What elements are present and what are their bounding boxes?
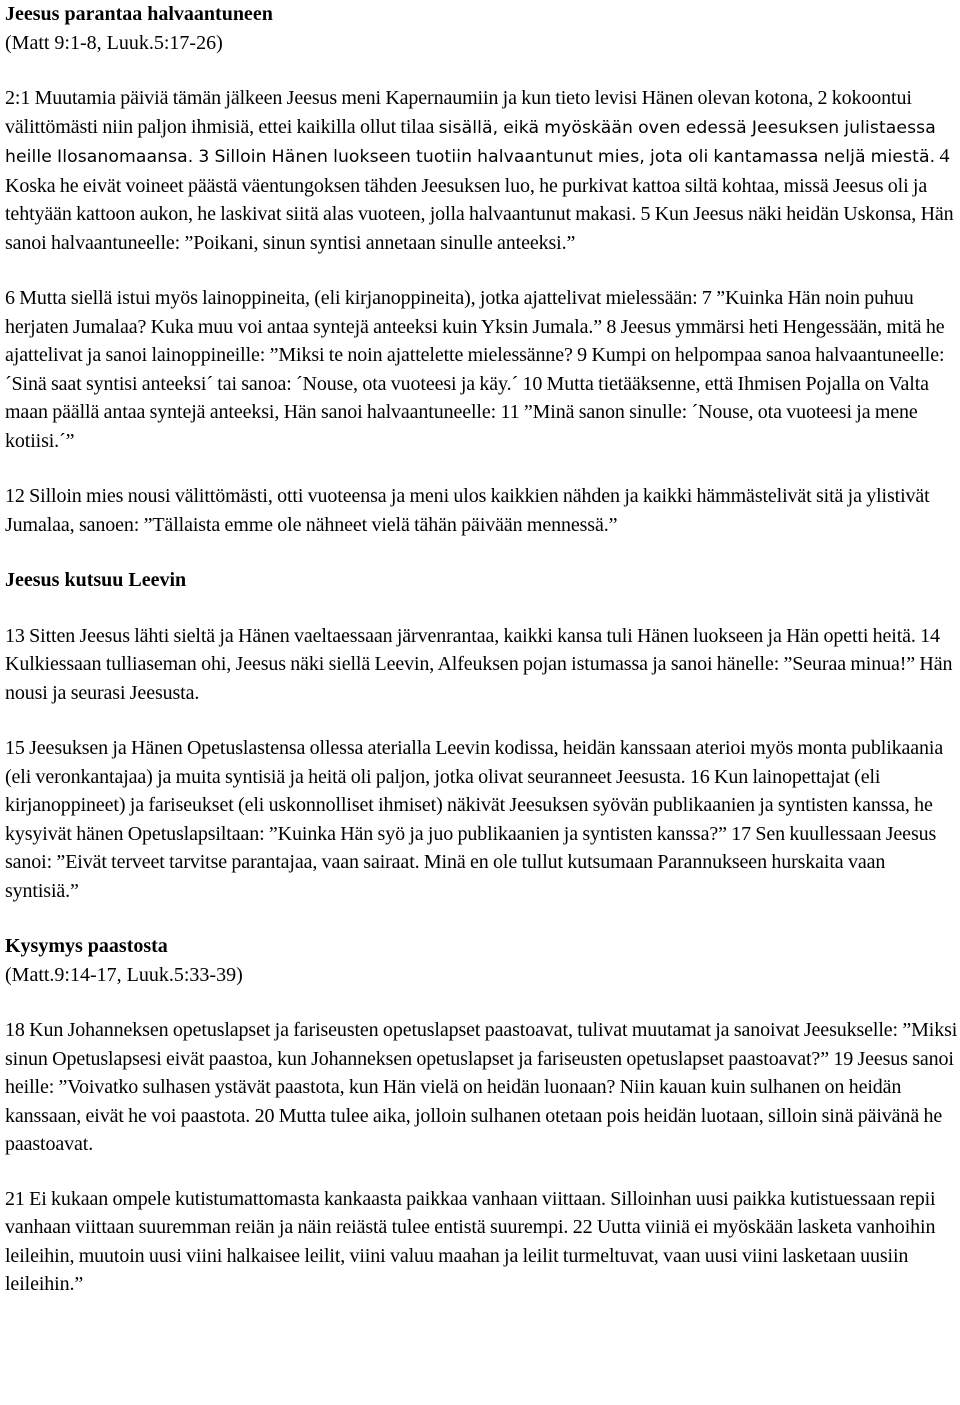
- section-heading-healing: Jeesus parantaa halvaantuneen: [5, 3, 273, 25]
- spacer: [5, 57, 960, 84]
- spacer: [5, 257, 960, 284]
- paragraph-fasting-2: 21 Ei kukaan ompele kutistumattomasta kankaasta paikkaa vanhaan viittaan. Silloinhan uusi paikka kutistuessaan repii vanhaan viittaan suuremman reiän ja näin reiästä tulee entistä suurempi. 22 Uutta viiniä ei myöskään lasketa vanhoihin leileihin, muutoin uusi viini halkaisee leilit, viini valuu maahan ja leilit turmeltuvat, vaan uusi viini lasketaan uusiin leileihin.”: [5, 1187, 936, 1295]
- paragraph-healing-2: 6 Mutta siellä istui myös lainoppineita, (eli kirjanoppineita), jotka ajattelivat mielessään: 7 ”Kuinka Hän noin puhuu herjaten Jumalaa? Kuka muu voi antaa syntejä anteeksi kuin Yksin Jumala.” 8 Jeesus ymmärsi heti Hengessään, mitä he ajattelivat ja sanoi lainoppineille: ”Miksi te noin ajattelette mielessänne? 9 Kumpi on helpompaa sanoa halvaantuneelle: ´Sinä saat syntisi anteeksi´ tai sanoa: ´Nouse, ota vuoteesi ja käy.´ 10 Mutta tietääksenne, että Ihmisen Pojalla on Valta maan päällä antaa syntejä anteeksi, Hän sanoi halvaantuneelle: 11 ”Minä sanon sinulle: ´Nouse, ota vuoteesi ja mene kotiisi.´”: [5, 287, 945, 452]
- paragraph-levi-1: 13 Sitten Jeesus lähti sieltä ja Hänen vaeltaessaan järvenrantaa, kaikki kansa tuli Hänen luokseen ja Hän opetti heitä. 14 Kulkiessaan tulliaseman ohi, Jeesus näki siellä Leevin, Alfeuksen pojan istumassa ja sanoi hänelle: ”Seuraa minua!” Hän nousi ja seurasi Jeesusta.: [5, 624, 953, 704]
- spacer: [5, 707, 960, 734]
- spacer: [5, 539, 960, 566]
- spacer: [5, 989, 960, 1016]
- spacer: [5, 595, 960, 622]
- paragraph-text: 4 Koska he eivät voineet päästä väentungoksen tähden Jeesuksen luo, he purkivat kattoa siltä kohtaa, missä Jeesus oli ja tehtyään kattoon aukon, he laskivat siitä alas vuoteen, jolla halvaantunut makasi. 5 Kun Jeesus näki heidän Uskonsa, Hän sanoi halvaantuneelle: ”Poikani, sinun syntisi annetaan sinulle anteeksi.”: [5, 145, 954, 254]
- paragraph-text: 2:1 Muutamia päiviä tämän jälkeen Jeesus meni Kapernaumiin ja kun tieto levisi Hänen olevan kotona, 2 kokoontui välittömästi niin paljon ihmisiä, ettei kaikilla ollut tilaa: [5, 87, 912, 138]
- section-reference-fasting: (Matt.9:14-17, Luuk.5:33-39): [5, 963, 243, 986]
- section-heading-fasting: Kysymys paastosta: [5, 935, 168, 957]
- paragraph-text-sans: sisällä, eikä myöskään oven edessä Jeesuksen julistaessa heille Ilosanomaansa. 3 Silloin Hänen luokseen tuotiin halvaantunut mies, jota oli kantamassa neljä miestä.: [5, 117, 936, 167]
- paragraph-healing-3: 12 Silloin mies nousi välittömästi, otti vuoteensa ja meni ulos kaikkien nähden ja kaikki hämmästelivät sitä ja ylistivät Jumalaa, sanoen: ”Tällaista emme ole nähneet vielä tähän päivään mennessä.”: [5, 485, 930, 536]
- paragraph-levi-2: 15 Jeesuksen ja Hänen Opetuslastensa ollessa aterialla Leevin kodissa, heidän kanssaan aterioi myös monta publikaania (eli veronkantajaa) ja muita syntisiä ja heitä oli paljon, jotka olivat seuranneet Jeesusta. 16 Kun lainopettajat (eli kirjanoppineet) ja fariseukset (eli uskonnolliset ihmiset) näkivät Jeesuksen syövän publikaanien ja syntisten kanssa, he kysyivät hänen Opetuslapsiltaan: ”Kuinka Hän syö ja juo publikaanien ja syntisten kanssa?” 17 Sen kuullessaan Jeesus sanoi: ”Eivät terveet tarvitse parantajaa, vaan sairaat. Minä en ole tullut kutsumaan Parannukseen hurskaita vaan syntisiä.”: [5, 737, 944, 902]
- paragraph-healing-1: [5, 84, 960, 257]
- spacer: [5, 1159, 960, 1185]
- spacer: [5, 455, 960, 482]
- section-heading-levi: Jeesus kutsuu Leevin: [5, 569, 187, 591]
- spacer: [5, 905, 960, 932]
- paragraph-fasting-1: 18 Kun Johanneksen opetuslapset ja fariseusten opetuslapset paastoavat, tulivat muutamat ja sanoivat Jeesukselle: ”Miksi sinun Opetuslapsesi eivät paastoa, kun Johanneksen opetuslapset ja fariseusten opetuslapset paastoavat?” 19 Jeesus sanoi heille: ”Voivatko sulhasen ystävät paastota, kun Hän vielä on heidän luonaan? Niin kauan kuin sulhanen on heidän kanssaan, eivät he voi paastota. 20 Mutta tulee aika, jolloin sulhanen otetaan pois heidän luotaan, silloin sinä päivänä he paastoavat.: [5, 1019, 958, 1155]
- section-reference-healing: (Matt 9:1-8, Luuk.5:17-26): [5, 31, 223, 54]
